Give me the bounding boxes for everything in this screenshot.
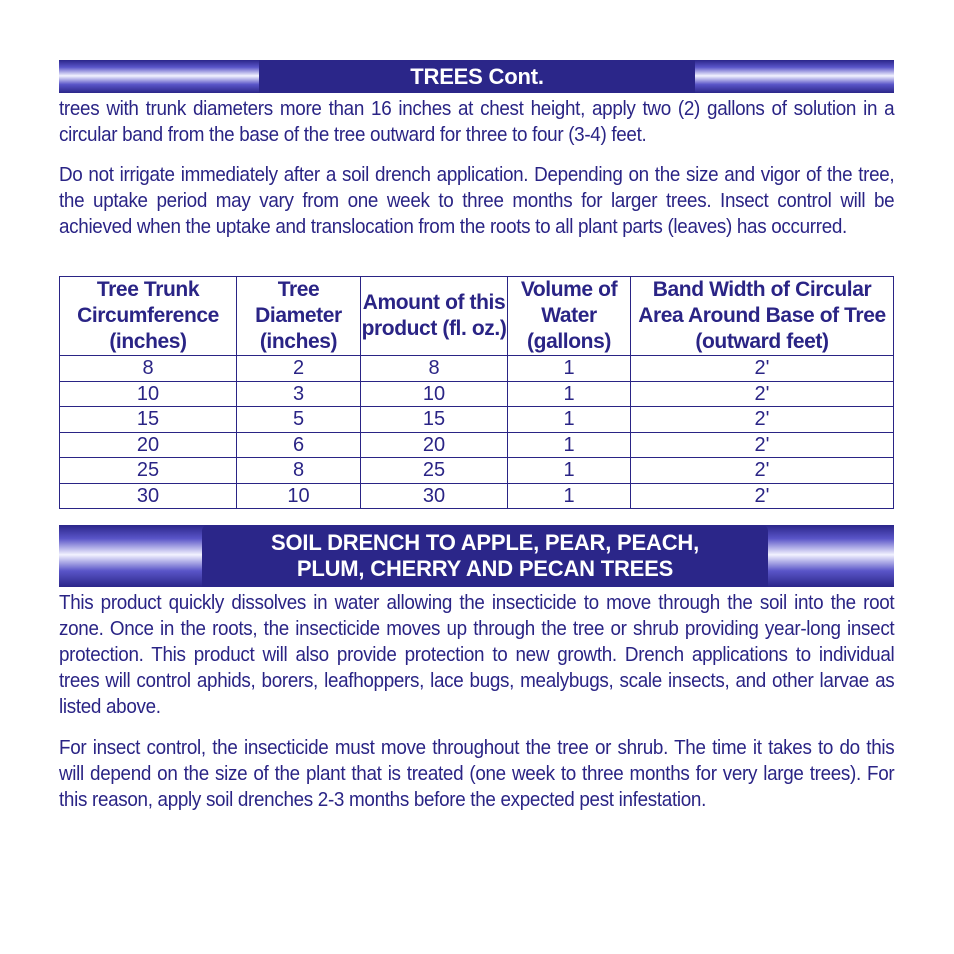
- table-cell: 2': [631, 407, 894, 433]
- table-row: [60, 356, 894, 382]
- table-cell: 1: [508, 432, 631, 458]
- table-cell: 15: [60, 407, 237, 433]
- table-cell: 1: [508, 381, 631, 407]
- table-cell: 2': [631, 483, 894, 509]
- table-cell: 25: [361, 458, 508, 484]
- table-cell: 8: [60, 356, 237, 382]
- table-cell: 1: [508, 356, 631, 382]
- trees-paragraph-1: trees with trunk diameters more than 16 inches at chest height, apply two (2) gallons of solution in a circular band from the base of the tree outward for three to four (3-4) feet.: [59, 97, 895, 146]
- table-header-row: [60, 277, 894, 356]
- table-row: [60, 432, 894, 458]
- soil-drench-paragraph-2: For insect control, the insecticide must move throughout the tree or shrub. The time it takes to do this will depend on the size of the plant that is treated (one week to three months for very large trees). For this reason, apply soil drenches 2-3 months before the expected pest infestation.: [59, 736, 895, 811]
- section-banner-soil-drench: [59, 525, 894, 587]
- table-cell: 1: [508, 458, 631, 484]
- header-product-amount: Amount of this product (fl. oz.): [361, 277, 508, 356]
- header-band-width: Band Width of Circular Area Around Base of Tree (outward feet): [631, 277, 894, 356]
- table-cell: 15: [361, 407, 508, 433]
- table-cell: 2: [237, 356, 361, 382]
- table-row: [60, 483, 894, 509]
- table-cell: 20: [60, 432, 237, 458]
- table-row: [60, 458, 894, 484]
- table-cell: 3: [237, 381, 361, 407]
- table-row: [60, 381, 894, 407]
- table-cell: 2': [631, 381, 894, 407]
- table-cell: 25: [60, 458, 237, 484]
- section-banner-trees: [59, 60, 894, 93]
- table-cell: 5: [237, 407, 361, 433]
- header-water-volume: Volume of Water (gallons): [508, 277, 631, 356]
- table-cell: 20: [361, 432, 508, 458]
- soil-drench-paragraph-1: This product quickly dissolves in water allowing the insecticide to move through the soil into the root zone. Once in the roots, the insecticide moves up through the tree or shrub providing year-long insect protection. This product will also provide protection to new growth. Drench applications to individual trees will control aphids, borers, leafhoppers, lace bugs, mealybugs, scale insects, and other larvae as listed above.: [59, 591, 895, 718]
- table-cell: 30: [60, 483, 237, 509]
- table-cell: 2': [631, 458, 894, 484]
- table-cell: 1: [508, 483, 631, 509]
- table-cell: 10: [60, 381, 237, 407]
- table-cell: 10: [237, 483, 361, 509]
- table-cell: 1: [508, 407, 631, 433]
- table-cell: 6: [237, 432, 361, 458]
- table-cell: 2': [631, 432, 894, 458]
- table-cell: 2': [631, 356, 894, 382]
- table-cell: 8: [361, 356, 508, 382]
- heading-line-2: PLUM, CHERRY AND PECAN TREES: [296, 556, 674, 581]
- section-heading-soil-drench: [202, 525, 768, 587]
- table-cell: 10: [361, 381, 508, 407]
- dosage-table: [59, 276, 894, 509]
- heading-line-1: SOIL DRENCH TO APPLE, PEAR, PEACH,: [271, 530, 699, 555]
- header-tree-diameter: Tree Diameter (inches): [237, 277, 361, 356]
- table-cell: 30: [361, 483, 508, 509]
- section-heading-trees: TREES Cont.: [259, 60, 695, 93]
- table-row: [60, 407, 894, 433]
- table-cell: 8: [237, 458, 361, 484]
- trees-paragraph-2: Do not irrigate immediately after a soil drench application. Depending on the size and vigor of the tree, the uptake period may vary from one week to three months for larger trees. Insect control will be achieved when the uptake and translocation from the roots to all plant parts (leaves) has occurred.: [59, 163, 895, 238]
- header-trunk-circumference: Tree Trunk Circumference (inches): [60, 277, 237, 356]
